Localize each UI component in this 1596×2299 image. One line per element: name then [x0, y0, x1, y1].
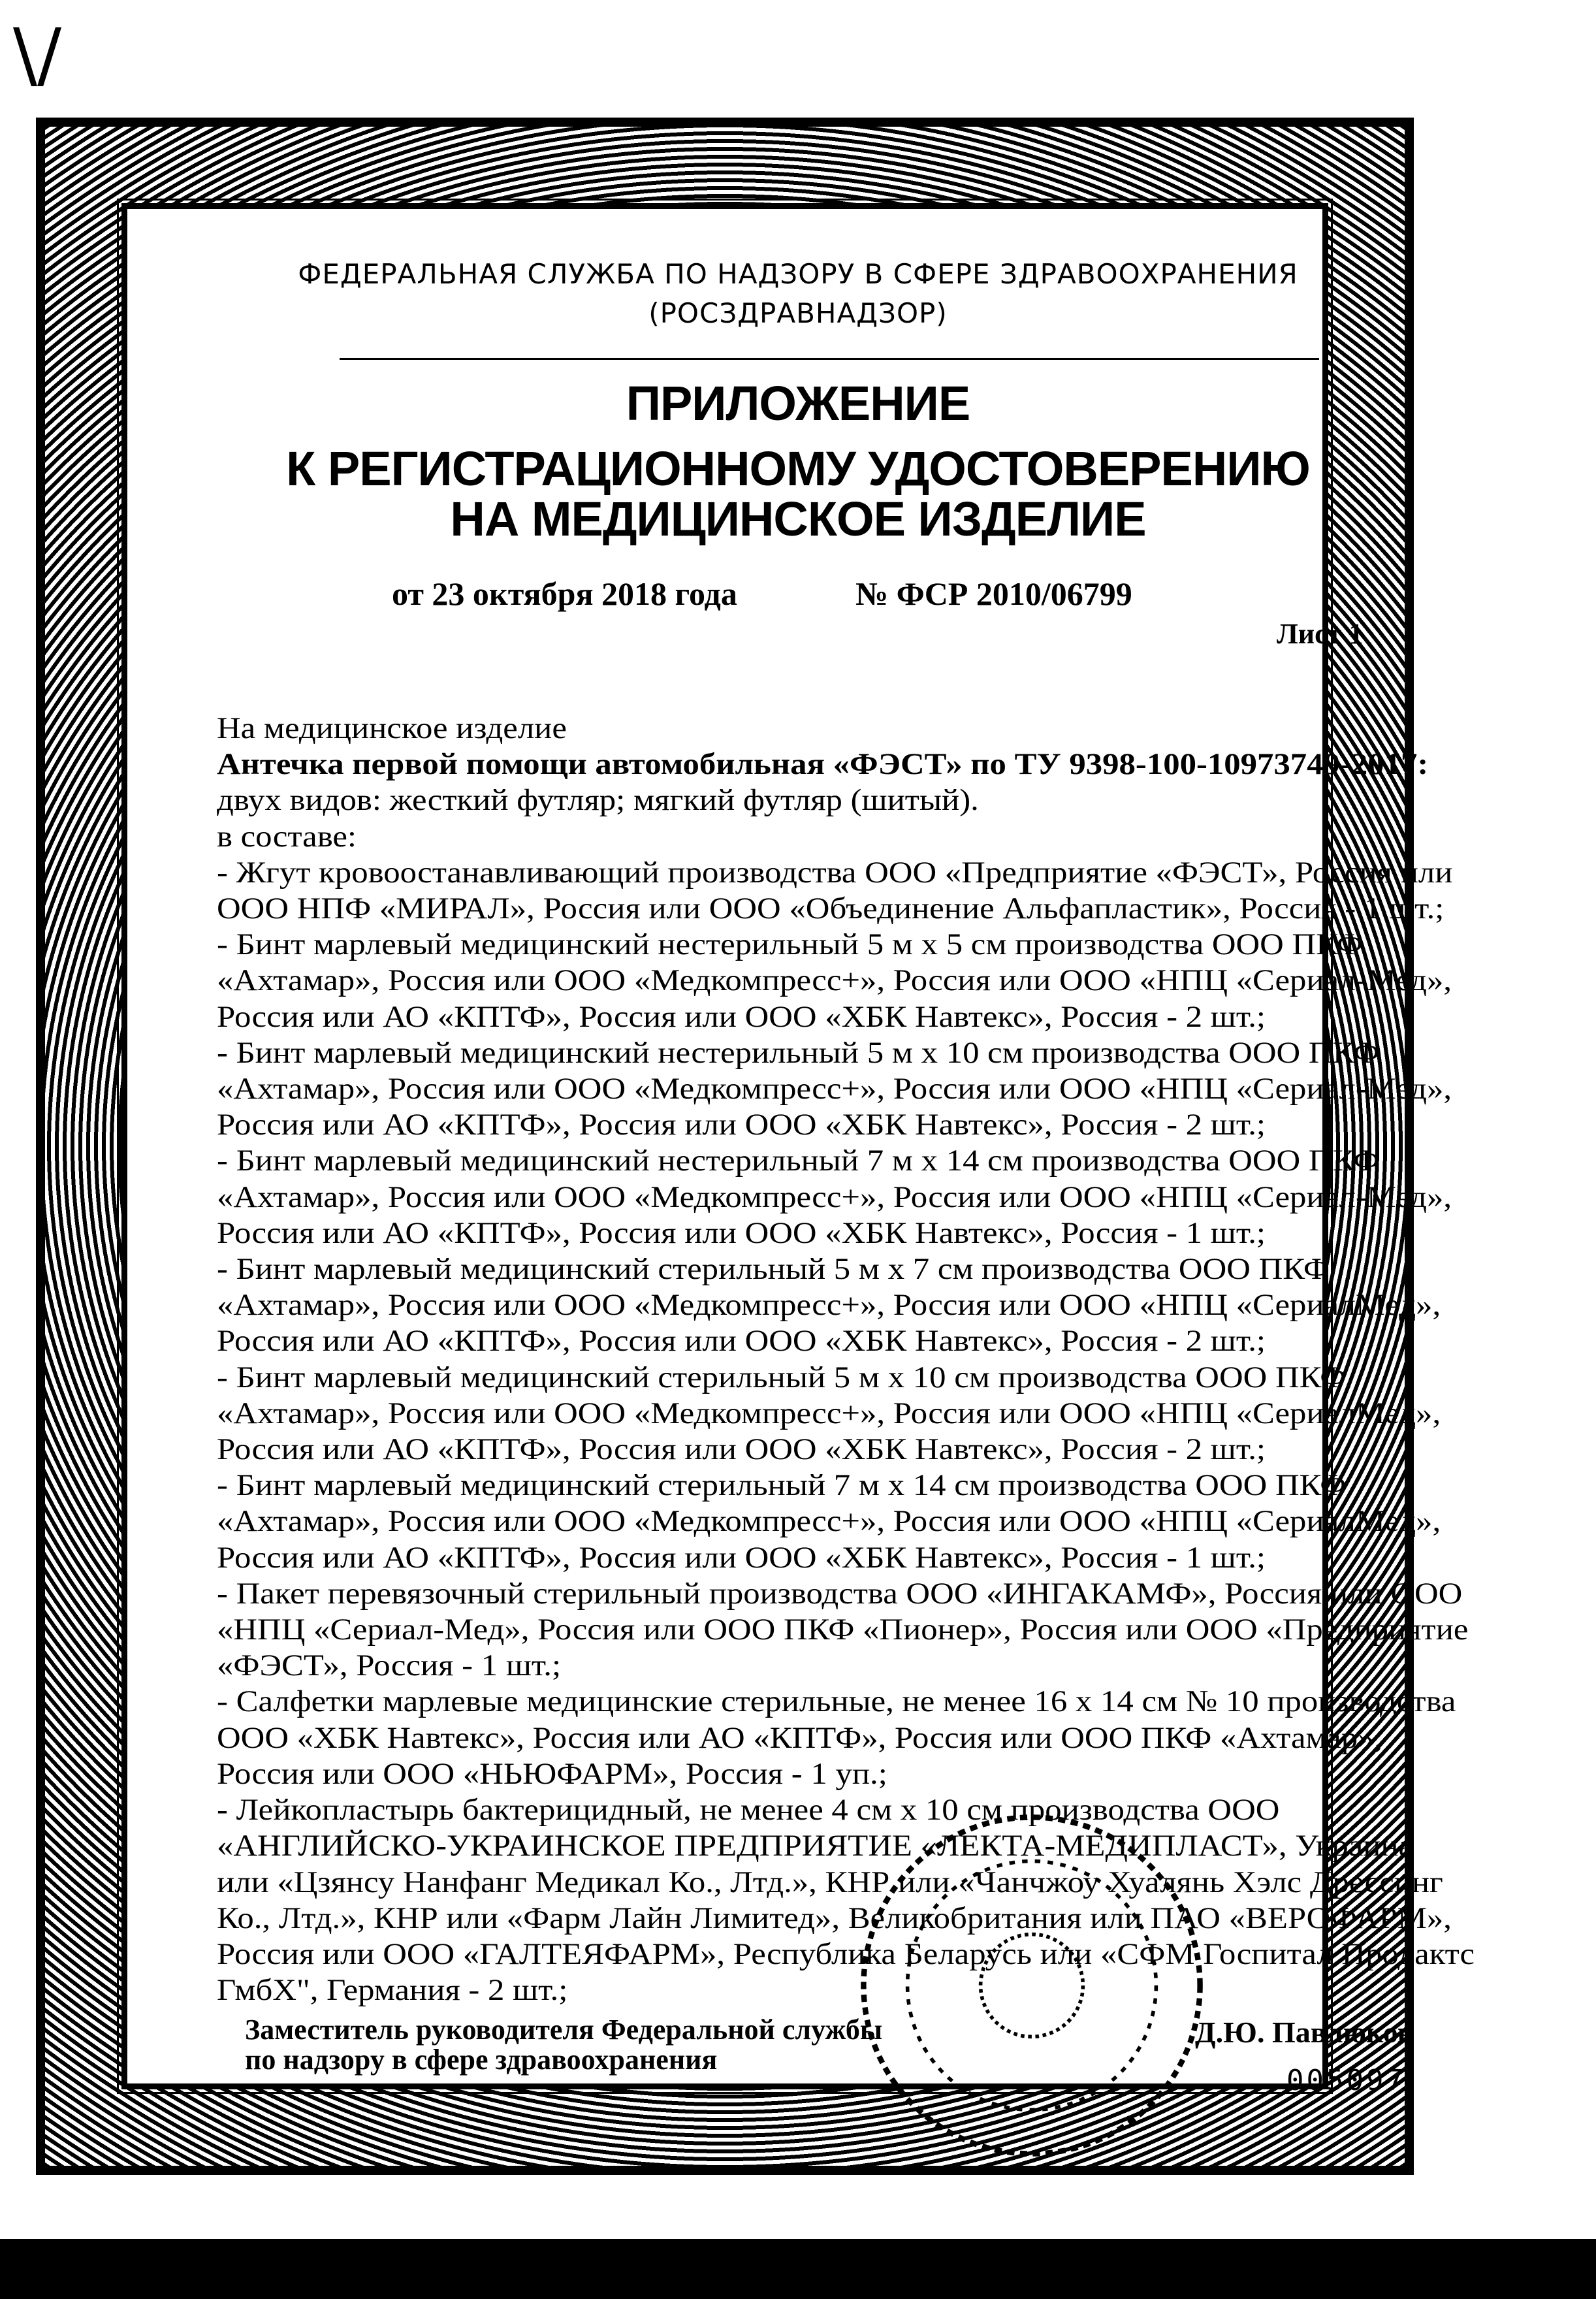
body-line: Россия или АО «КПТФ», Россия или ООО «ХБК Навтекс», Россия - 2 шт.; — [217, 1432, 1266, 1467]
title-line-1: ПРИЛОЖЕНИЕ — [626, 376, 970, 430]
body-line: - Бинт марлевый медицинский стерильный 5 м х 10 см производства ООО ПКФ — [217, 1360, 1347, 1394]
body-line: - Бинт марлевый медицинский нестерильный 7 м х 14 см производства ООО ПКФ — [217, 1144, 1380, 1178]
body-line: - Бинт марлевый медицинский нестерильный 5 м х 5 см производства ООО ПКФ — [217, 927, 1363, 962]
body-line: или «Цзянсу Нанфанг Медикал Ко., Лтд.», КНР или «Чанчжоу Хуалянь Хэлс Дрессинг — [217, 1865, 1443, 1899]
body-line: Россия или АО «КПТФ», Россия или ООО «ХБК Навтекс», Россия - 1 шт.; — [217, 1215, 1266, 1250]
document-date: от 23 октября 2018 года — [392, 575, 737, 612]
body-line: Россия или АО «КПТФ», Россия или ООО «ХБК Навтекс», Россия - 1 шт.; — [217, 1540, 1266, 1575]
signatory-title-line-1: Заместитель руководителя Федеральной службы — [245, 2014, 883, 2046]
body-line: двух видов: жесткий футляр; мягкий футляр (шитый). — [217, 783, 979, 818]
title-line-2: К РЕГИСТРАЦИОННОМУ УДОСТОВЕРЕНИЮ — [286, 442, 1310, 496]
registration-number: № ФСР 2010/06799 — [855, 575, 1132, 612]
body-line: «НПЦ «Сериал-Мед», Россия или ООО ПКФ «Пионер», Россия или ООО «Предприятие — [217, 1613, 1469, 1647]
body-line: - Лейкопластырь бактерицидный, не менее 4 см х 10 см производства ООО — [217, 1793, 1280, 1827]
header-divider — [340, 358, 1319, 360]
body-line: «Ахтамар», Россия или ООО «Медкомпресс+», Россия или ООО «НПЦ «Сериал-Мед», — [217, 1180, 1452, 1214]
body-line: «Ахтамар», Россия или ООО «Медкомпресс+», Россия или ООО «НПЦ «Сериал-Мед», — [217, 963, 1452, 998]
handwritten-mark: \/ — [13, 13, 62, 97]
body-line: Россия или ООО «НЬЮФАРМ», Россия - 1 уп.; — [217, 1756, 887, 1791]
body-line: Россия или АО «КПТФ», Россия или ООО «ХБК Навтекс», Россия - 2 шт.; — [217, 999, 1266, 1034]
body-line: «ФЭСТ», Россия - 1 шт.; — [217, 1648, 562, 1683]
body-line: На медицинское изделие — [217, 711, 567, 745]
body-line: «Ахтамар», Россия или ООО «Медкомпресс+», Россия или ООО «НПЦ «СериалМед», — [217, 1288, 1441, 1323]
body-line: в составе: — [217, 819, 357, 854]
agency-short-name: (РОСЗДРАВНАДЗОР) — [648, 297, 948, 329]
body-line: - Бинт марлевый медицинский нестерильный 5 м х 10 см производства ООО ПКФ — [217, 1035, 1380, 1070]
agency-name: ФЕДЕРАЛЬНАЯ СЛУЖБА ПО НАДЗОРУ В СФЕРЕ ЗДРАВООХРАНЕНИЯ — [298, 258, 1298, 290]
scan-edge — [0, 2239, 1596, 2299]
official-seal — [849, 1803, 1215, 2168]
body-line: Ко., Лтд.», КНР или «Фарм Лайн Лимитед», Великобритания или ПАО «ВЕРОФАРМ», — [217, 1901, 1452, 1935]
body-line: Россия или АО «КПТФ», Россия или ООО «ХБК Навтекс», Россия - 2 шт.; — [217, 1108, 1266, 1142]
body-line: «Ахтамар», Россия или ООО «Медкомпресс+», Россия или ООО «НПЦ «СериалМед», — [217, 1504, 1441, 1539]
signatory-title-line-2: по надзору в сфере здравоохранения — [245, 2044, 718, 2076]
body-line: Россия или ООО «ГАЛТЕЯФАРМ», Республика Беларусь или «СФМ Госпитал Продактс — [217, 1937, 1475, 1971]
signatory-name: Д.Ю. Павлюков — [1195, 2016, 1414, 2049]
body-line: Россия или АО «КПТФ», Россия или ООО «ХБК Навтекс», Россия - 2 шт.; — [217, 1324, 1266, 1358]
body-line: - Бинт марлевый медицинский стерильный 7 м х 14 см производства ООО ПКФ — [217, 1468, 1347, 1503]
sheet-number: Лист 1 — [1277, 618, 1364, 650]
body-line: ООО «ХБК Навтекс», Россия или АО «КПТФ», Россия или ООО ПКФ «Ахтамар», — [217, 1720, 1383, 1755]
body-line: «Ахтамар», Россия или ООО «Медкомпресс+», Россия или ООО «НПЦ «СериалМед», — [217, 1396, 1441, 1430]
form-serial-number: 005097 — [1286, 2064, 1406, 2097]
body-line: Антечка первой помощи автомобильная «ФЭСТ» по ТУ 9398-100-10973749-2017: — [217, 747, 1429, 782]
body-line: - Салфетки марлевые медицинские стерильные, не менее 16 х 14 см № 10 производства — [217, 1684, 1456, 1719]
body-line: ООО НПФ «МИРАЛ», Россия или ООО «Объединение Альфапластик», Россия - 1 шт.; — [217, 892, 1444, 926]
body-line: - Жгут кровоостанавливающий производства ООО «Предприятие «ФЭСТ», Россия или — [217, 855, 1453, 890]
body-line: «Ахтамар», Россия или ООО «Медкомпресс+», Россия или ООО «НПЦ «Сериал-Мед», — [217, 1072, 1452, 1106]
body-line: «АНГЛИЙСКО-УКРАИНСКОЕ ПРЕДПРИЯТИЕ «ЛЕКТА-МЕДИПЛАСТ», Украина — [217, 1829, 1414, 1863]
body-line: - Бинт марлевый медицинский стерильный 5 м х 7 см производства ООО ПКФ — [217, 1252, 1330, 1287]
body-line: ГмбХ", Германия - 2 шт.; — [217, 1973, 568, 2008]
body-line: - Пакет перевязочный стерильный производства ООО «ИНГАКАМФ», Россия или ООО — [217, 1576, 1463, 1611]
title-line-3: НА МЕДИЦИНСКОЕ ИЗДЕЛИЕ — [450, 492, 1146, 546]
